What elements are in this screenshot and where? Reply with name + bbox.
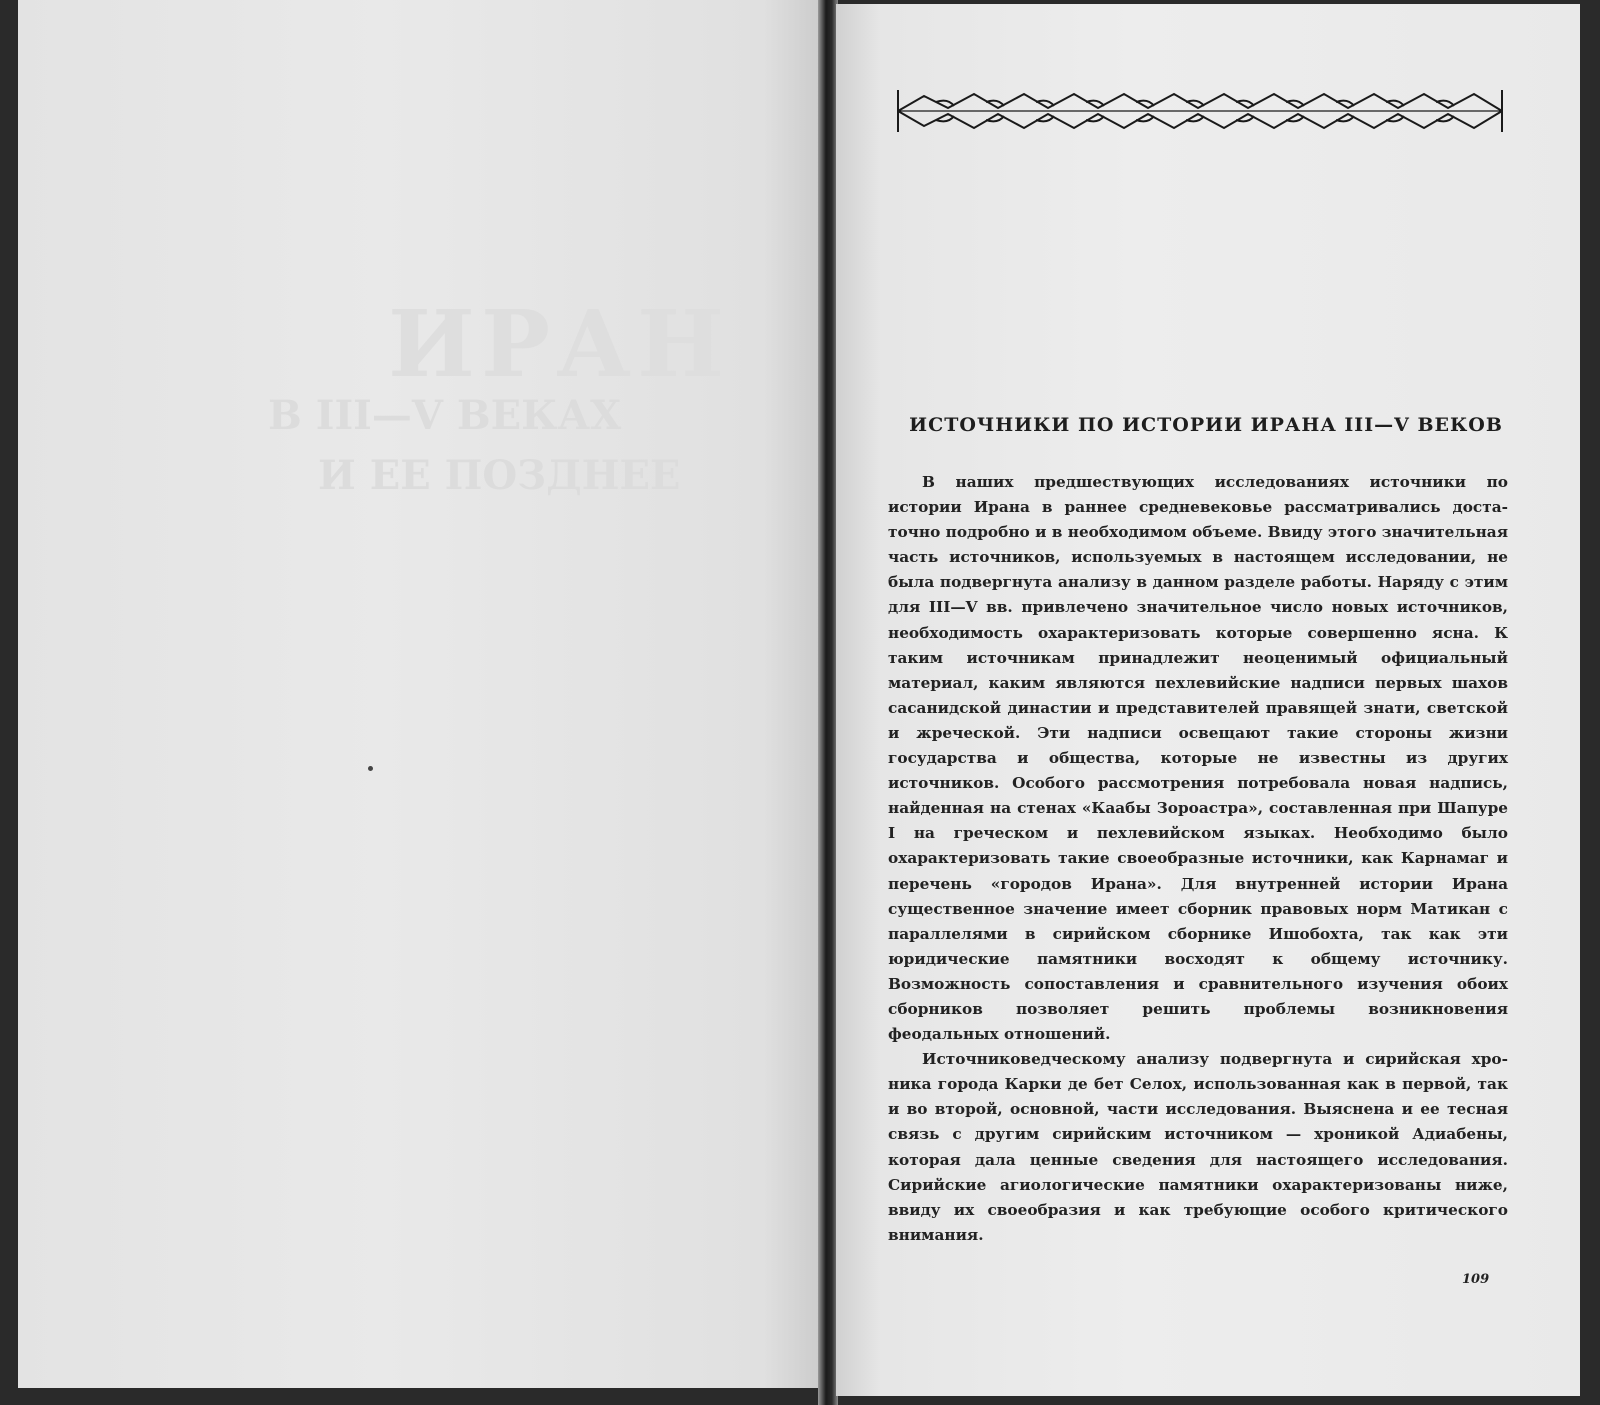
ornament-border <box>894 86 1506 136</box>
bleed-through-subtitle: В III—V ВЕКАХ <box>268 392 622 439</box>
paragraph: Источниковедческому анализу подвергнута и сирийская хроника города Карки де бет Селох, использованная как в первой, так и во второй, основной, части исследования. Выяснена и ее тесная связь с другим сирийским источником — хроникой Адиабены, которая дала ценные сведения для настоящего исследования. Сирийские агиологические памятники охарактеризованы ниже, ввиду их своеобразия и как требующие особого критического внимания. <box>888 1050 1508 1244</box>
chapter-title: ИСТОЧНИКИ ПО ИСТОРИИ ИРАНА III—V ВЕКОВ <box>909 414 1503 436</box>
book-gutter <box>818 0 838 1405</box>
ink-speck <box>368 766 373 771</box>
bleed-through-subtitle: И ЕЕ ПОЗДНЕЕ <box>318 452 681 499</box>
page-number: 109 <box>1462 1272 1490 1287</box>
left-page <box>18 0 828 1388</box>
paragraph: В наших предшествующих исследованиях источники по истории Ирана в раннее средневековье рассматривались достаточно подробно и в необходимом объеме. Ввиду этого значительная часть источников, используемых в настоящем исследовании, не была подвергнута анализу в данном разделе работы. Наряду с этим для III—V вв. привлечено значительное число новых источников, необходимость охарактеризовать которые совершенно ясна. К таким источникам принадлежит неоценимый официальный материал, каким являются пехлевийские надписи первых шахов сасанидской династии и представителей правящей знати, светской и жреческой. Эти надписи освещают такие стороны жизни государства и общества, которые не известны из других источников. Особого рассмотрения потребовала новая надпись, найденная на стенах «Каабы Зороастра», составленная при Шапуре I на греческом и пехлевийском языках. Необходимо было охарактеризовать такие своеобразные источники, как Карнамаг и перечень «городов Ирана». Для внутренней истории Ирана существенное значение имеет сборник правовых норм Матикан с параллелями в сирийском сборнике Ишобохта, так как эти юридические памятники восходят к общему источнику. Возможность сопоставления и сравнительного изучения обоих сборников позволяет решить проблемы возникновения феодальных отношений. <box>888 473 1508 1044</box>
bleed-through-title: ИРАН <box>388 290 730 398</box>
body-text <box>888 470 1508 1248</box>
right-page <box>836 4 1580 1396</box>
